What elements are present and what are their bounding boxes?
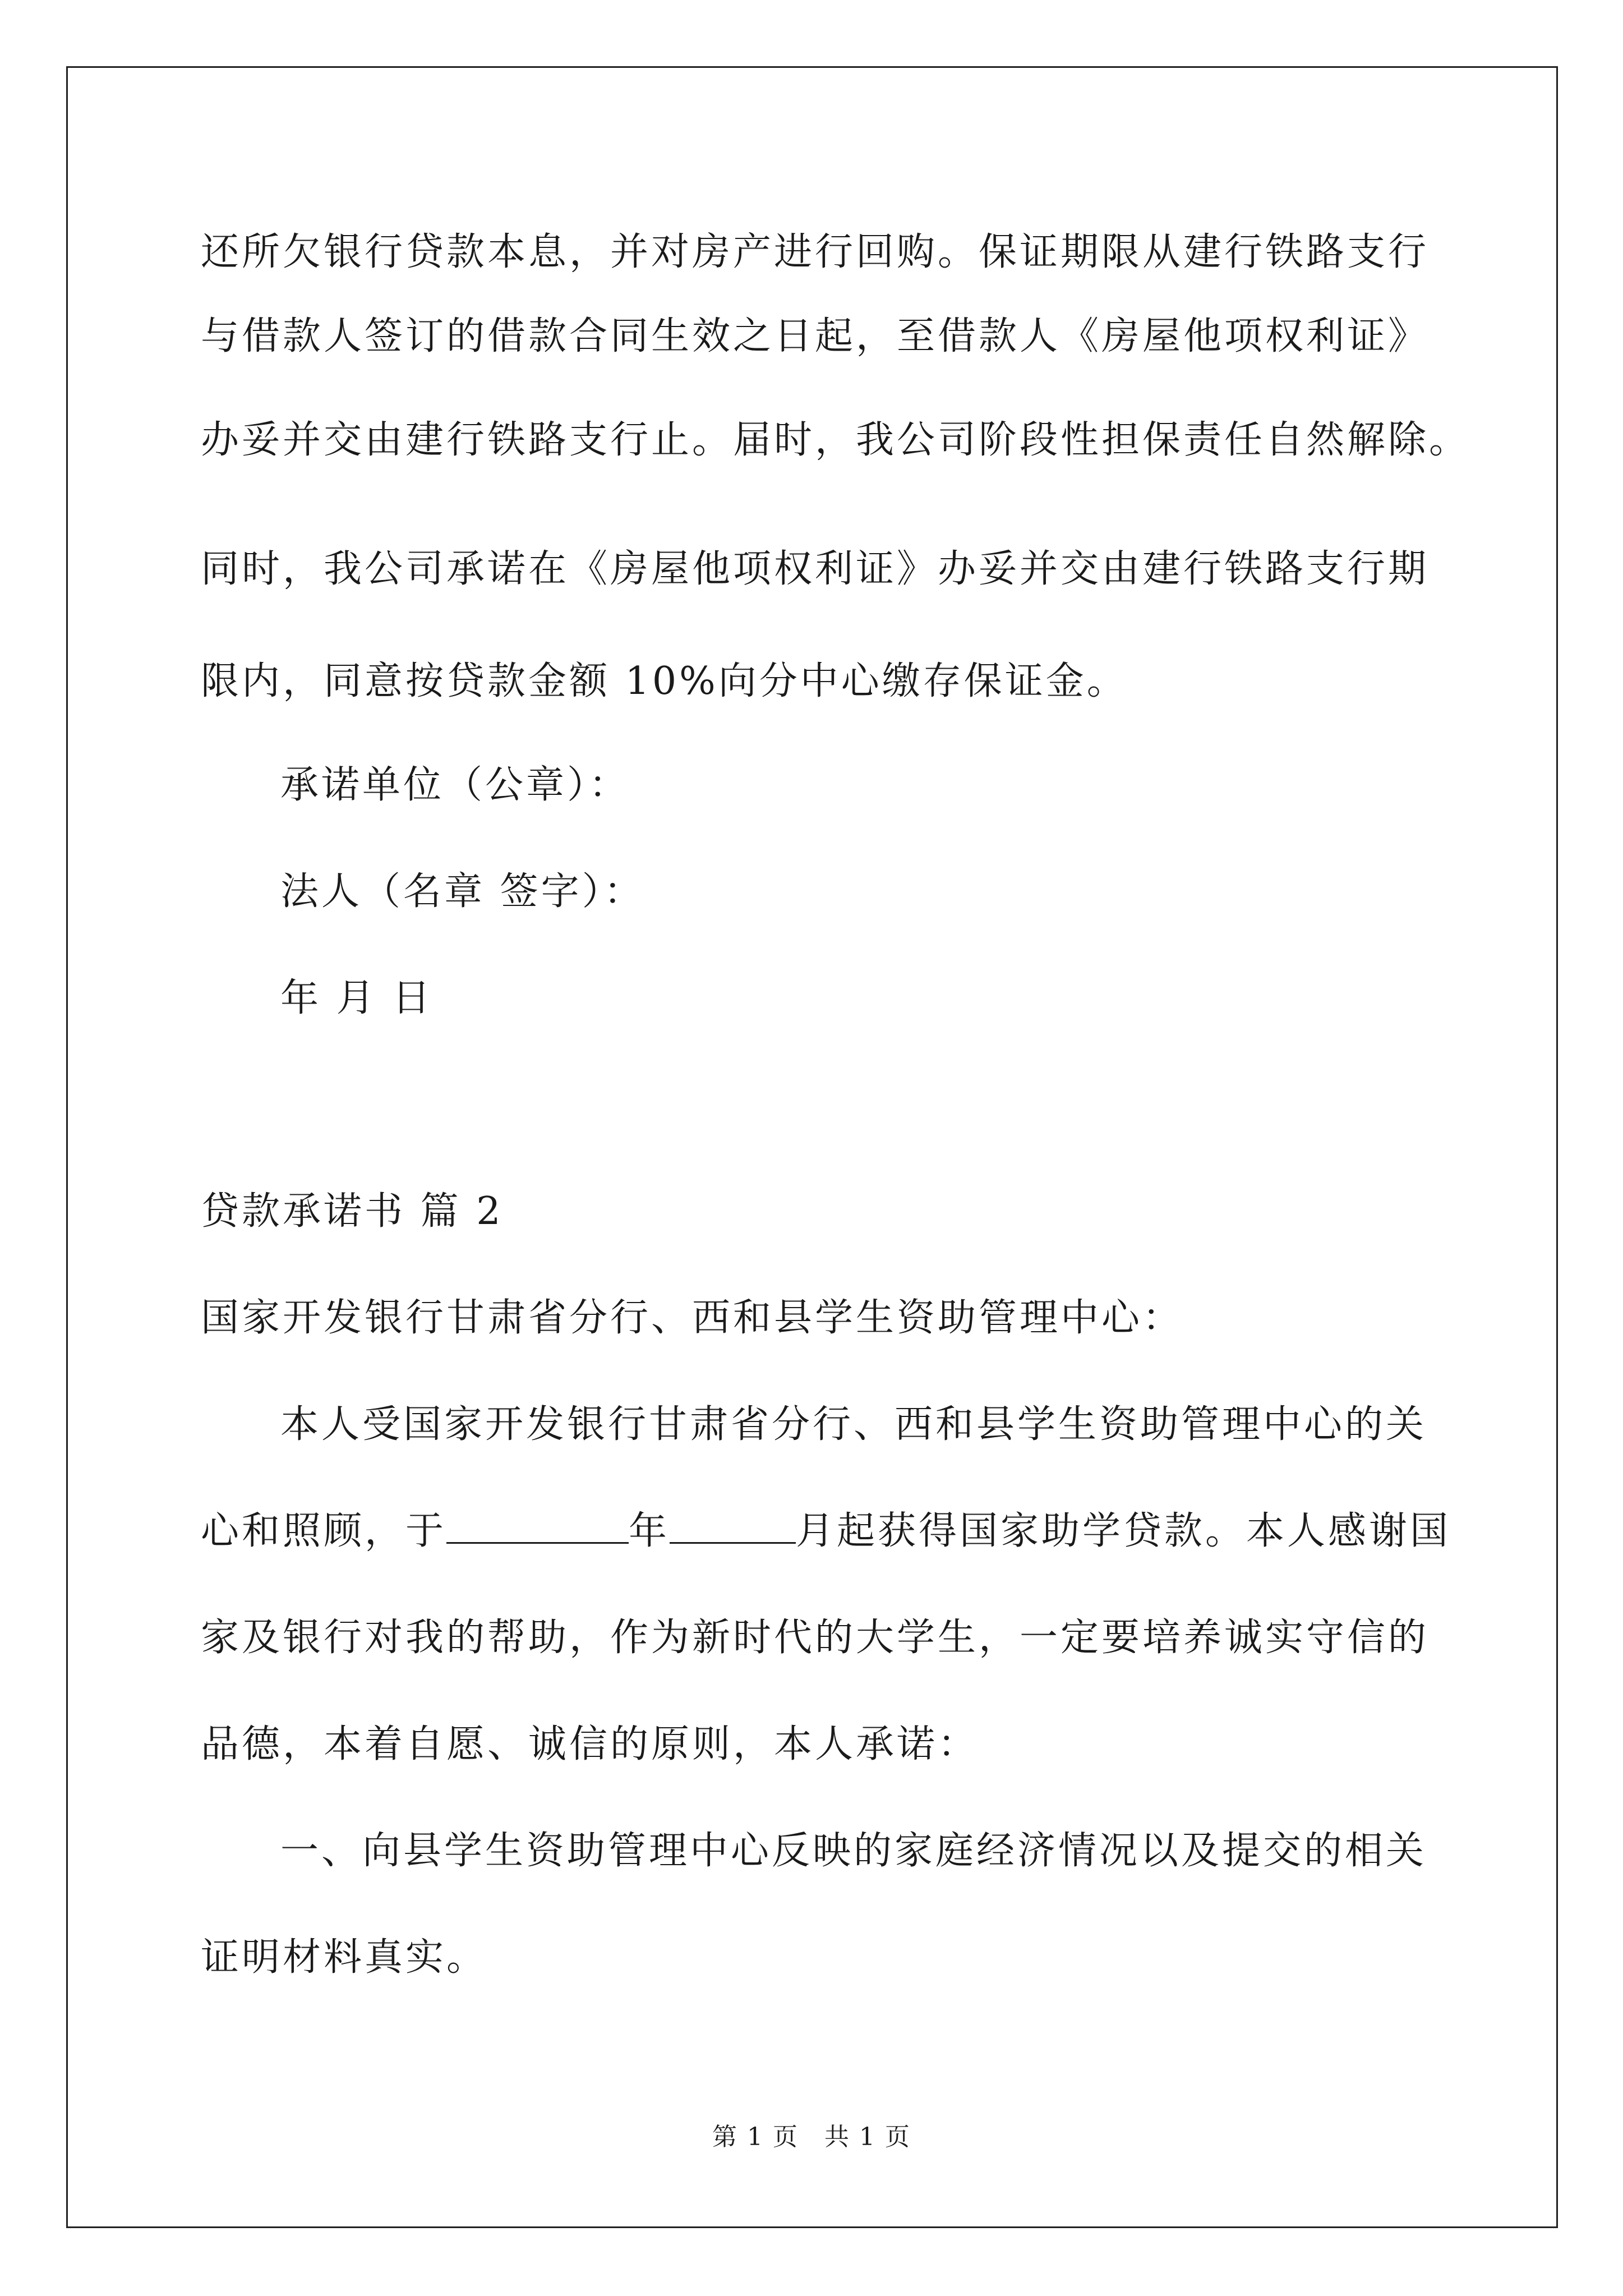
page-number-footer: 第 1 页 共 1 页: [712, 2123, 911, 2151]
body-line-3: 办妥并交由建行铁路支行止。届时，我公司阶段性担保责任自然解除。: [201, 418, 1470, 462]
paragraph-line-2-end: 月起获得国家助学贷款。本人感谢国: [796, 1509, 1451, 1553]
body-line-1: 还所欠银行贷款本息，并对房产进行回购。保证期限从建行铁路支行: [201, 230, 1430, 274]
signature-date: 年 月 日: [280, 976, 434, 1020]
signature-legal-person: 法人（名章 签字）：: [280, 869, 645, 914]
addressee: 国家开发银行甘肃省分行、西和县学生资助管理中心：: [201, 1296, 1184, 1340]
page-border: [66, 66, 1558, 2228]
body-line-4: 同时，我公司承诺在《房屋他项权利证》办妥并交由建行铁路支行期: [201, 547, 1430, 591]
year-blank: [446, 1508, 629, 1544]
paragraph-line-2-start: 心和照顾，于: [201, 1509, 447, 1553]
paragraph-line-3: 家及银行对我的帮助，作为新时代的大学生，一定要培养诚实守信的: [201, 1616, 1430, 1660]
section-heading: 贷款承诺书 篇 2: [201, 1189, 504, 1234]
body-line-2: 与借款人签订的借款合同生效之日起，至借款人《房屋他项权利证》: [201, 314, 1430, 358]
paragraph-line-1: 本人受国家开发银行甘肃省分行、西和县学生资助管理中心的关: [280, 1402, 1427, 1447]
paragraph-line-5: 一、向县学生资助管理中心反映的家庭经济情况以及提交的相关: [280, 1829, 1427, 1873]
paragraph-line-2: [201, 1506, 1451, 1557]
year-label: 年: [629, 1509, 670, 1553]
paragraph-line-6: 证明材料真实。: [201, 1935, 488, 1980]
paragraph-line-4: 品德，本着自愿、诚信的原则，本人承诺：: [201, 1722, 979, 1766]
body-line-5: 限内，同意按贷款金额 10%向分中心缴存保证金。: [201, 659, 1128, 703]
signature-unit: 承诺单位（公章）：: [280, 763, 630, 807]
month-blank: [670, 1508, 796, 1544]
